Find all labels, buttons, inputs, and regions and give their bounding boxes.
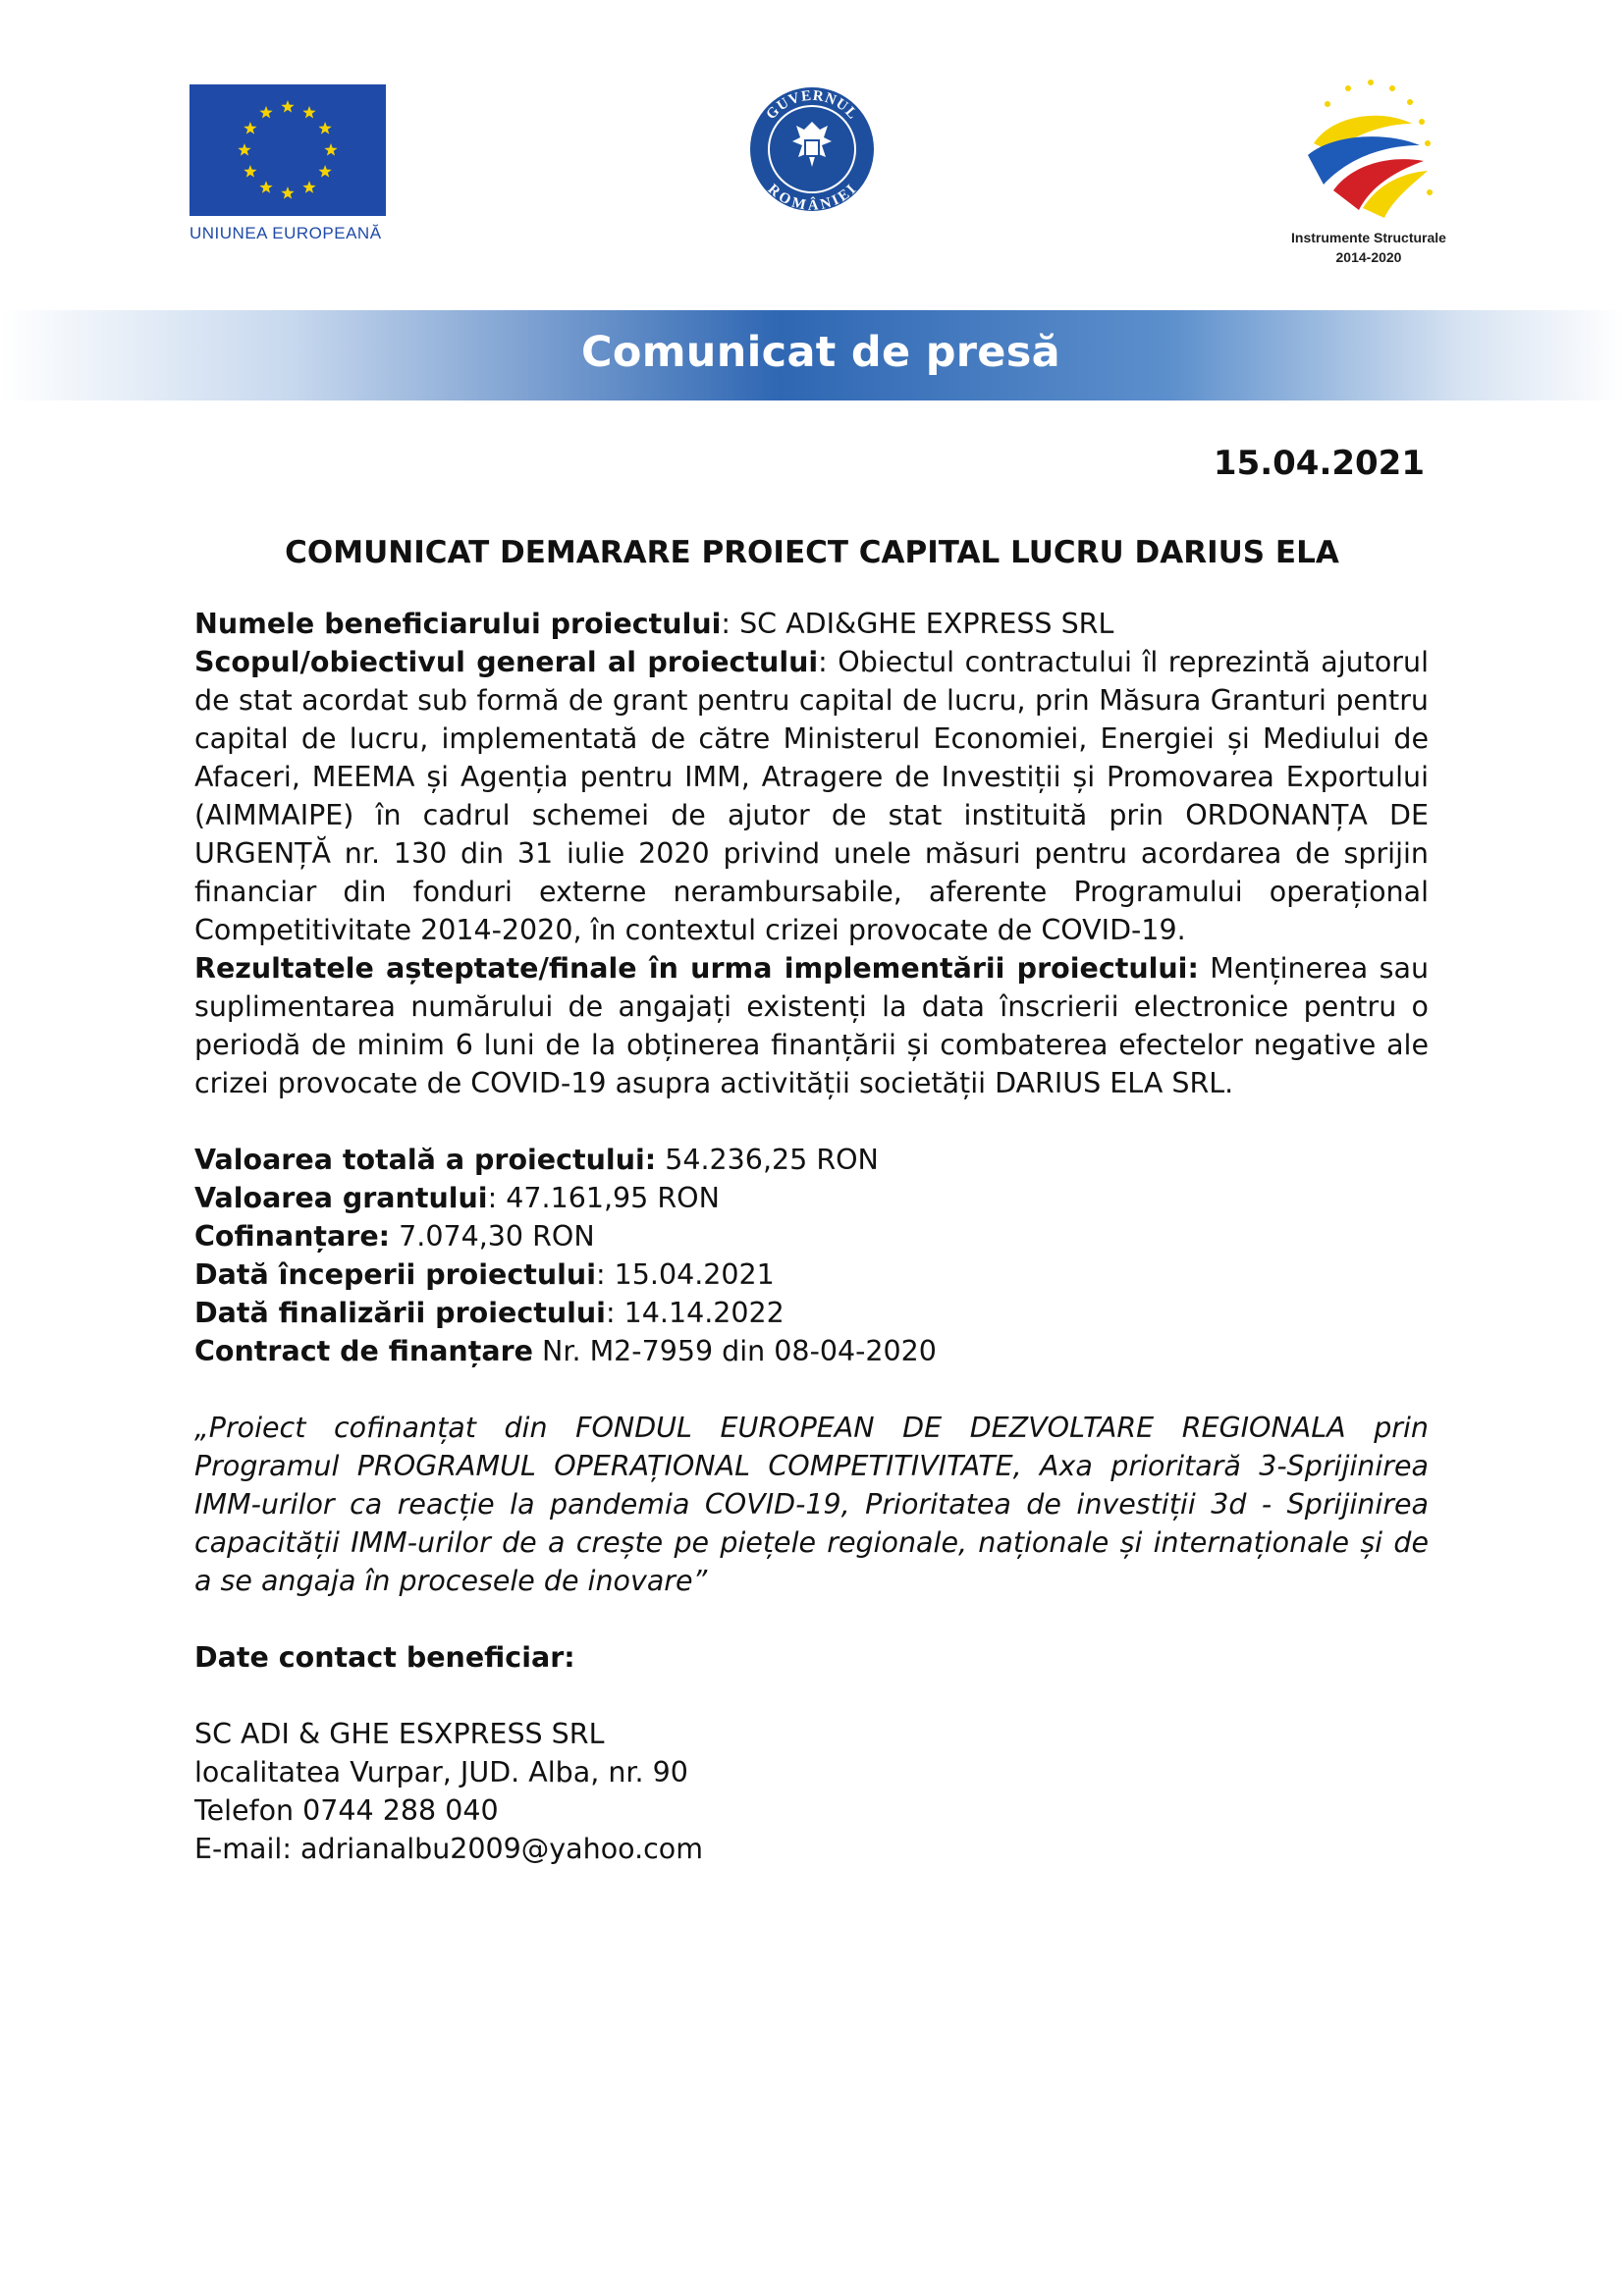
- financial-value: Nr. M2-7959 din 08-04-2020: [542, 1335, 937, 1367]
- document-body: [194, 605, 1429, 1868]
- eu-star-icon: [259, 106, 272, 119]
- eu-flag-logo: [189, 84, 386, 216]
- objective-paragraph: [194, 643, 1429, 949]
- eu-stars: [189, 84, 386, 216]
- eu-star-icon: [238, 143, 250, 156]
- beneficiary-label: Numele beneficiarului proiectului: [194, 608, 722, 640]
- is-caption-line2: 2014-2020: [1335, 249, 1402, 265]
- results-value: Menținerea sau suplimentarea numărului de angajați existenți la data înscrierii electronice pentru o periodă de minim 6 luni de la obținerea finanțării și combaterea efectelor negative ale crizei provocate de COVID-19 asupra activității societății DARIUS ELA SRL.: [194, 952, 1430, 1099]
- banner-title: Comunicat de presă: [581, 328, 1060, 377]
- contact-email[interactable]: E-mail: adrianalbu2009@yahoo.com: [194, 1833, 703, 1865]
- contact-heading: Date contact beneficiar:: [194, 1641, 575, 1674]
- results-label: Rezultatele așteptate/finale în urma implementării proiectului:: [194, 952, 1199, 985]
- release-date: 15.04.2021: [1213, 444, 1425, 483]
- is-caption: [1271, 228, 1467, 267]
- results-paragraph: [194, 949, 1429, 1102]
- eu-caption: UNIUNEA EUROPEANĂ: [189, 224, 382, 242]
- financial-value: : 47.161,95 RON: [487, 1182, 720, 1214]
- beneficiary-sep: :: [721, 608, 740, 640]
- objective-value: Obiectul contractului îl reprezintă ajutorul de stat acordat sub formă de grant pentru capital de lucru, prin Măsura Granturi pentru capital de lucru, implementată de către Ministerul Economiei, Energiei și Mediului de Afaceri, MEEMA și Agenția pentru IMM, Atragere de Investiții și Promovarea Exportului (AIMMAIPE) în cadrul schemei de ajutor de stat instituită prin ORDONANȚA DE URGENȚĂ nr. 130 din 31 iulie 2020 privind unele măsuri pentru acordarea de sprijin financiar din fonduri externe nerambursabile, aferente Programului operațional Competitivitate 2014-2020, în contextul crizei provocate de COVID-19.: [194, 646, 1429, 946]
- beneficiary-value: SC ADI&GHE EXPRESS SRL: [739, 608, 1114, 640]
- objective-label: Scopul/obiectivul general al proiectului: [194, 646, 819, 678]
- government-seal-logo: [747, 84, 877, 214]
- eu-star-icon: [244, 165, 256, 178]
- financial-value: : 15.04.2021: [595, 1258, 775, 1291]
- financial-total: [194, 1141, 1429, 1179]
- financial-end-date: [194, 1294, 1429, 1332]
- financial-label: Cofinanțare:: [194, 1220, 391, 1253]
- financial-value: : 14.14.2022: [605, 1297, 785, 1329]
- eu-star-icon: [302, 181, 315, 193]
- financial-contract: [194, 1332, 1429, 1370]
- financial-label: Dată începerii proiectului: [194, 1258, 596, 1291]
- eu-star-icon: [318, 165, 331, 178]
- eu-star-icon: [259, 181, 272, 193]
- document-title: COMUNICAT DEMARARE PROIECT CAPITAL LUCRU DARIUS ELA: [285, 535, 1339, 570]
- contact-company: SC ADI & GHE ESXPRESS SRL: [194, 1718, 605, 1750]
- financial-value: 54.236,25 RON: [665, 1144, 879, 1176]
- eu-star-icon: [281, 187, 294, 199]
- financial-label: Valoarea totală a proiectului:: [194, 1144, 657, 1176]
- eu-star-icon: [281, 100, 294, 113]
- contact-address: localitatea Vurpar, JUD. Alba, nr. 90: [194, 1756, 688, 1789]
- financial-start-date: [194, 1255, 1429, 1294]
- funding-quote: „Proiect cofinanțat din FONDUL EUROPEAN DE DEZVOLTARE REGIONALA prin Programul PROGRAMUL OPERAȚIONAL COMPETITIVITATE, Axa prioritară 3-Sprijinirea IMM-urilor ca reacție la pandemia COVID-19, Prioritatea de investiții 3d - Sprijinirea capacității IMM-urilor de a crește pe piețele regionale, naționale și internaționale și de a se angaja în procesele de inovare”: [194, 1412, 1429, 1597]
- seal-text-bottom: ROMÂNIEI: [764, 181, 860, 214]
- eu-star-icon: [244, 122, 256, 134]
- eu-star-icon: [324, 143, 337, 156]
- is-caption-line1: Instrumente Structurale: [1291, 230, 1446, 245]
- contact-phone: Telefon 0744 288 040: [194, 1794, 499, 1827]
- objective-sep: :: [818, 646, 839, 678]
- financial-label: Dată finalizării proiectului: [194, 1297, 606, 1329]
- beneficiary-line: [194, 605, 1429, 643]
- financial-value: 7.074,30 RON: [399, 1220, 595, 1253]
- financial-cofinancing: [194, 1217, 1429, 1255]
- financial-grant: [194, 1179, 1429, 1217]
- financial-label: Valoarea grantului: [194, 1182, 488, 1214]
- financial-label: Contract de finanțare: [194, 1335, 533, 1367]
- instrumente-structurale-logo: [1294, 75, 1441, 222]
- eu-star-icon: [302, 106, 315, 119]
- eu-star-icon: [318, 122, 331, 134]
- seal-text-top: GUVERNUL: [763, 87, 861, 124]
